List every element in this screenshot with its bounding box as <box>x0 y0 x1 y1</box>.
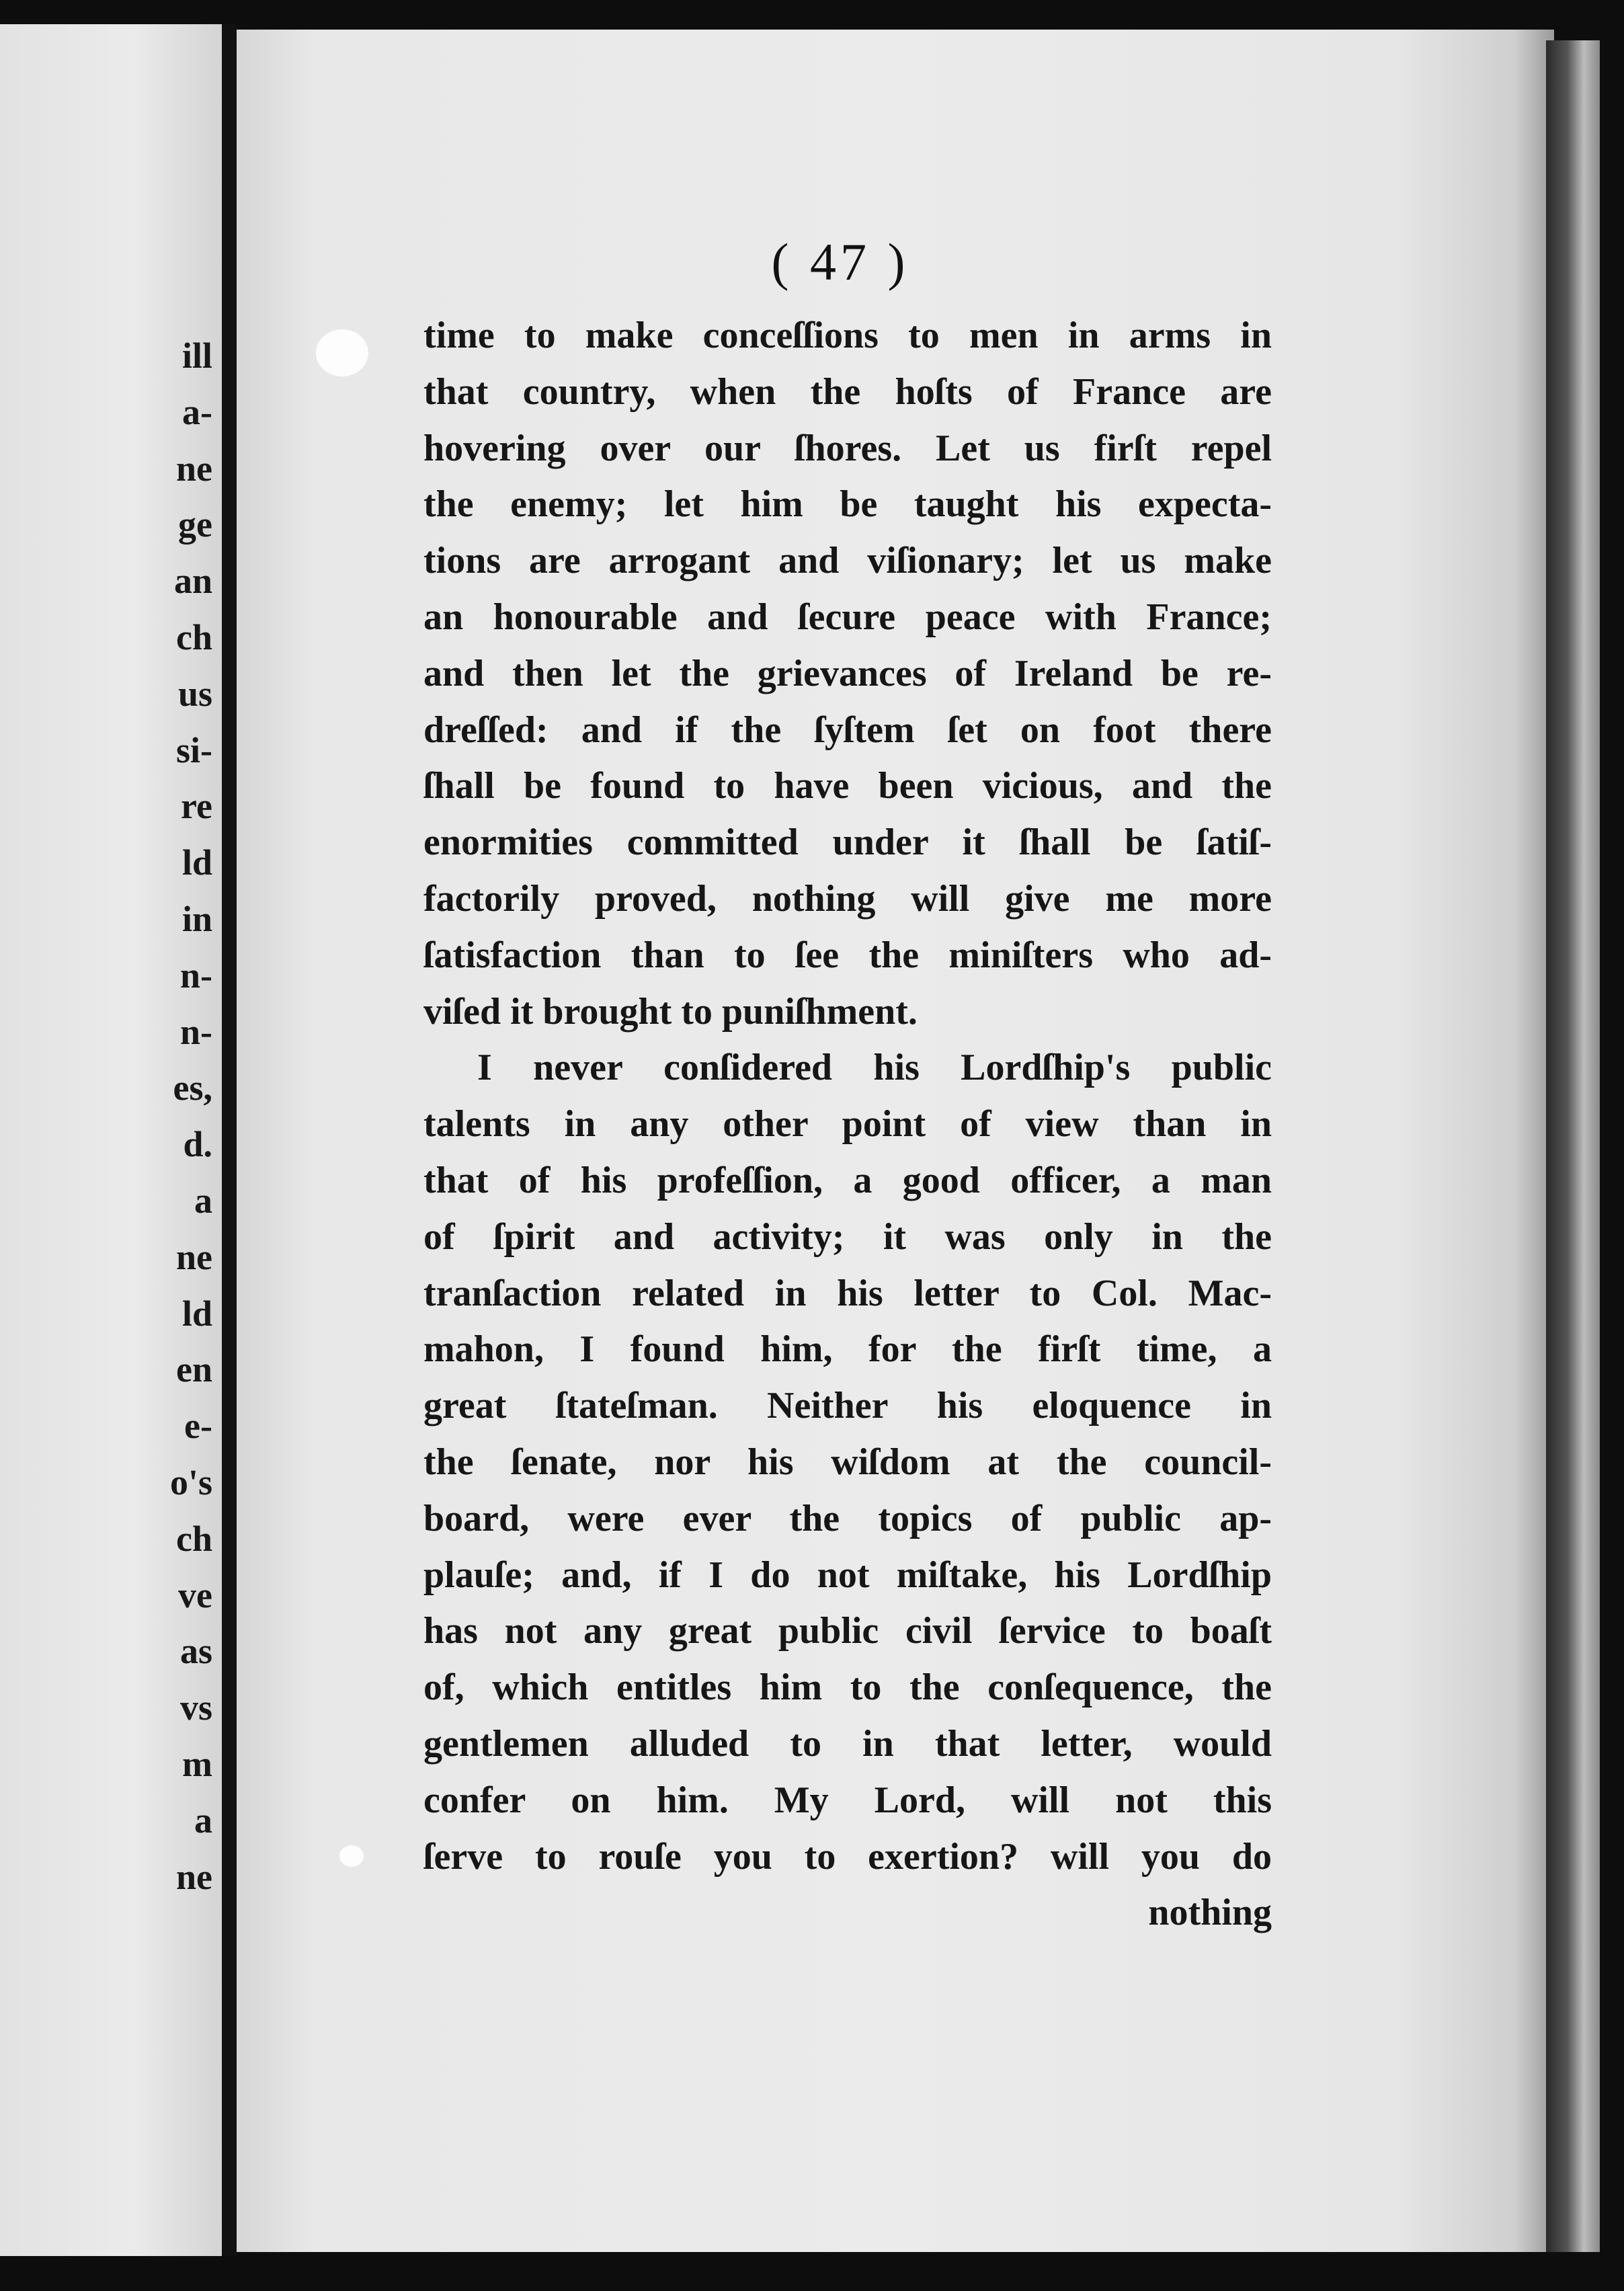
text-line: mahon, I found him, for the firſt time, a <box>423 1328 1272 1371</box>
text-line: tions are arrogant and viſionary; let us make <box>423 540 1272 582</box>
text-line: viſed it brought to puniſhment. <box>423 990 918 1033</box>
facing-line: es, <box>173 1068 212 1109</box>
text-line: time to make conceſſions to men in arms in <box>423 315 1272 356</box>
text-line: ſhall be found to have been vicious, and the <box>423 765 1272 807</box>
text-line: dreſſed: and if the ſyſtem ſet on foot there <box>423 709 1272 751</box>
catchword: nothing <box>1148 1892 1272 1934</box>
text-line: plauſe; and, if I do not miſtake, his Lordſhip <box>423 1554 1272 1596</box>
text-line: ſatisfaction than to ſee the miniſters who ad- <box>423 934 1272 976</box>
facing-line: ne <box>176 1856 212 1897</box>
facing-line: vs <box>179 1687 212 1728</box>
text-line: the ſenate, nor his wiſdom at the council- <box>423 1441 1272 1483</box>
facing-page <box>0 24 222 2256</box>
text-line: has not any great public civil ſervice to boaſt <box>423 1610 1272 1652</box>
facing-line: ge <box>178 504 212 545</box>
paper-speck <box>339 1845 364 1867</box>
page-edge <box>1546 40 1600 2252</box>
facing-line: m <box>182 1743 212 1784</box>
facing-line: ld <box>181 842 212 883</box>
text-line: gentlemen alluded to in that letter, would <box>423 1722 1272 1765</box>
body-text <box>423 308 1272 1941</box>
book-gutter <box>222 24 237 2256</box>
text-line: that of his profeſſion, a good officer, a man <box>423 1159 1272 1201</box>
facing-line: us <box>177 673 212 714</box>
facing-line: o's <box>169 1461 212 1502</box>
facing-line: n- <box>179 1011 212 1052</box>
paragraph <box>423 308 1272 1040</box>
text-line: hovering over our ſhores. Let us firſt repel <box>423 427 1272 469</box>
facing-page-text <box>170 328 212 1905</box>
facing-line: d. <box>183 1124 212 1165</box>
facing-line: in <box>181 898 212 939</box>
facing-line: n- <box>179 955 212 996</box>
text-line: ſerve to rouſe you to exertion? will you do <box>423 1835 1272 1878</box>
text-line: factorily proved, nothing will give me more <box>423 877 1272 920</box>
paragraph <box>423 1040 1272 1885</box>
facing-line: an <box>173 561 212 602</box>
text-line: of ſpirit and activity; it was only in the <box>423 1215 1272 1258</box>
text-line: tranſaction related in his letter to Col. Mac- <box>423 1272 1272 1314</box>
facing-line: a <box>194 1180 212 1221</box>
facing-line: ne <box>176 448 212 489</box>
text-line: enormities committed under it ſhall be ſatiſ- <box>423 821 1272 864</box>
page-number: ( 47 ) <box>771 233 909 291</box>
facing-line: e- <box>184 1406 212 1447</box>
text-line: an honourable and ſecure peace with France; <box>423 596 1272 638</box>
text-line: that country, when the hoſts of France are <box>423 370 1272 413</box>
text-line: of, which entitles him to the conſequence, the <box>423 1666 1272 1709</box>
text-line: and then let the grievances of Ireland be re- <box>423 652 1272 694</box>
text-line: board, were ever the topics of public ap- <box>423 1497 1272 1539</box>
text-line: I never conſidered his Lordſhip's public <box>477 1047 1272 1089</box>
facing-line: ch <box>176 1518 212 1559</box>
text-line: talents in any other point of view than in <box>423 1103 1272 1146</box>
text-line: the enemy; let him be taught his expecta- <box>423 483 1272 526</box>
facing-line: ch <box>176 616 212 657</box>
facing-line: ill <box>181 335 212 376</box>
facing-line: si- <box>176 729 212 770</box>
text-line: confer on him. My Lord, will not this <box>423 1779 1272 1821</box>
facing-line: a <box>194 1800 212 1841</box>
text-line: great ſtateſman. Neither his eloquence in <box>423 1385 1272 1427</box>
facing-line: a- <box>182 391 212 432</box>
facing-line: en <box>176 1349 212 1390</box>
paper-speck <box>316 329 368 376</box>
facing-line: as <box>179 1631 212 1672</box>
facing-line: ne <box>176 1236 212 1277</box>
facing-line: re <box>181 786 212 827</box>
facing-line: ve <box>178 1574 212 1615</box>
facing-line: ld <box>181 1293 212 1334</box>
